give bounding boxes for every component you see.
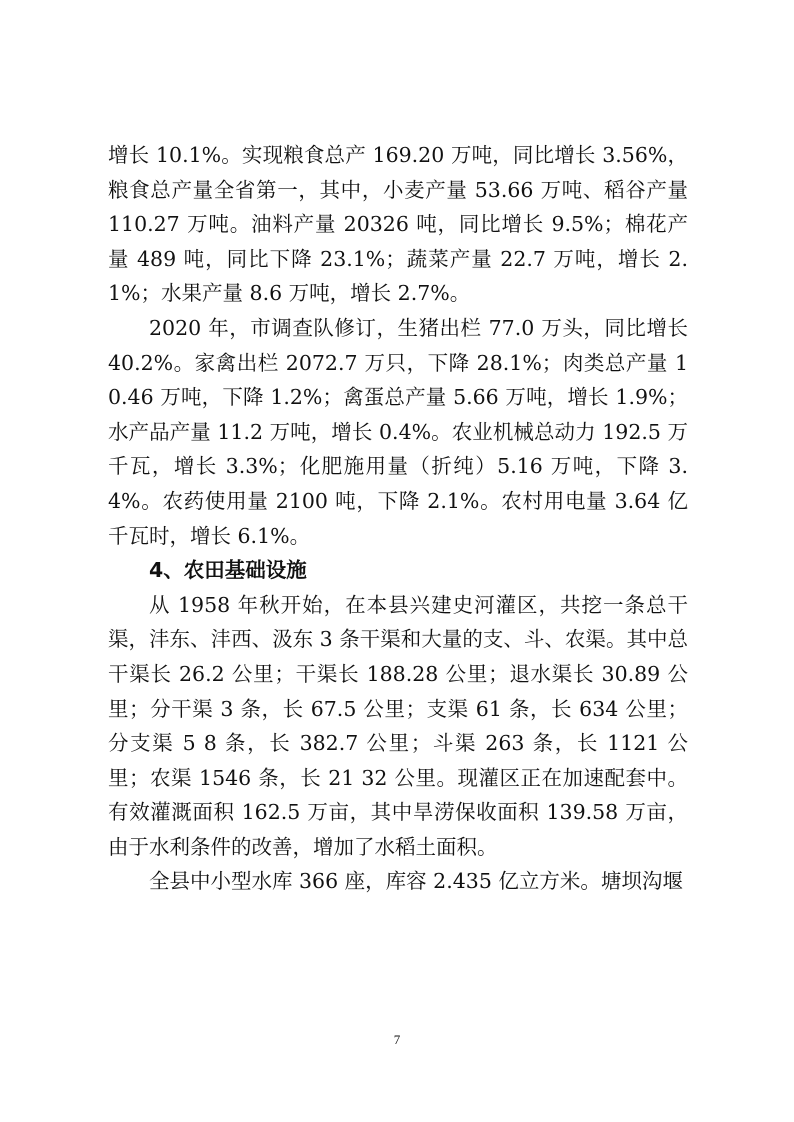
page-number: 7: [393, 1032, 401, 1047]
paragraph-livestock-output: 2020 年，市调查队修订，生猪出栏 77.0 万头，同比增长 40.2%。家禽出栏 2072.7 万只，下降 28.1%；肉类总产量 10.46 万吨，下降 1.2%；禽蛋总产量 5.66 万吨，增长 1.9%；水产品产量 11.2 万吨，增长 0.4%。农业机械总动力 192.5 万千瓦，增长 3.3%；化肥施用量（折纯）5.16 万吨，下降 3.4%。农药使用量 2100 吨，下降 2.1%。农村用电量 3.64 亿千瓦时，增长 6.1%。: [108, 315, 688, 548]
section-heading: 4、农田基础设施: [149, 558, 307, 583]
paragraph-irrigation: 从 1958 年秋开始，在本县兴建史河灌区，共挖一条总干渠，沣东、沣西、汲东 3 条干渠和大量的支、斗、农渠。其中总干渠长 26.2 公里；干渠长 188.28 公里；退水渠长 30.89 公里；分干渠 3 条，长 67.5 公里；支渠 61 条，长 634 公里；分支渠 5 8 条，长 382.7 公里；斗渠 263 条，长 1121 公里；农渠 1546 条，长 21 32 公里。现灌区正在加速配套中。有效灌溉面积 162.5 万亩，其中旱涝保收面积 139.58 万亩，由于水利条件的改善，增加了水稻土面积。: [108, 592, 688, 859]
paragraph-crop-output: 增长 10.1%。实现粮食总产 169.20 万吨，同比增长 3.56%，粮食总产量全省第一，其中，小麦产量 53.66 万吨、稻谷产量 110.27 万吨。油料产量 20326 吨，同比增长 9.5%；棉花产量 489 吨，同比下降 23.1%；蔬菜产量 22.7 万吨，增长 2.1%；水果产量 8.6 万吨，增长 2.7%。: [108, 143, 688, 306]
document-body: [108, 138, 688, 899]
paragraph-reservoirs: 全县中小型水库 366 座，库容 2.435 亿立方米。塘坝沟堰: [149, 869, 683, 894]
